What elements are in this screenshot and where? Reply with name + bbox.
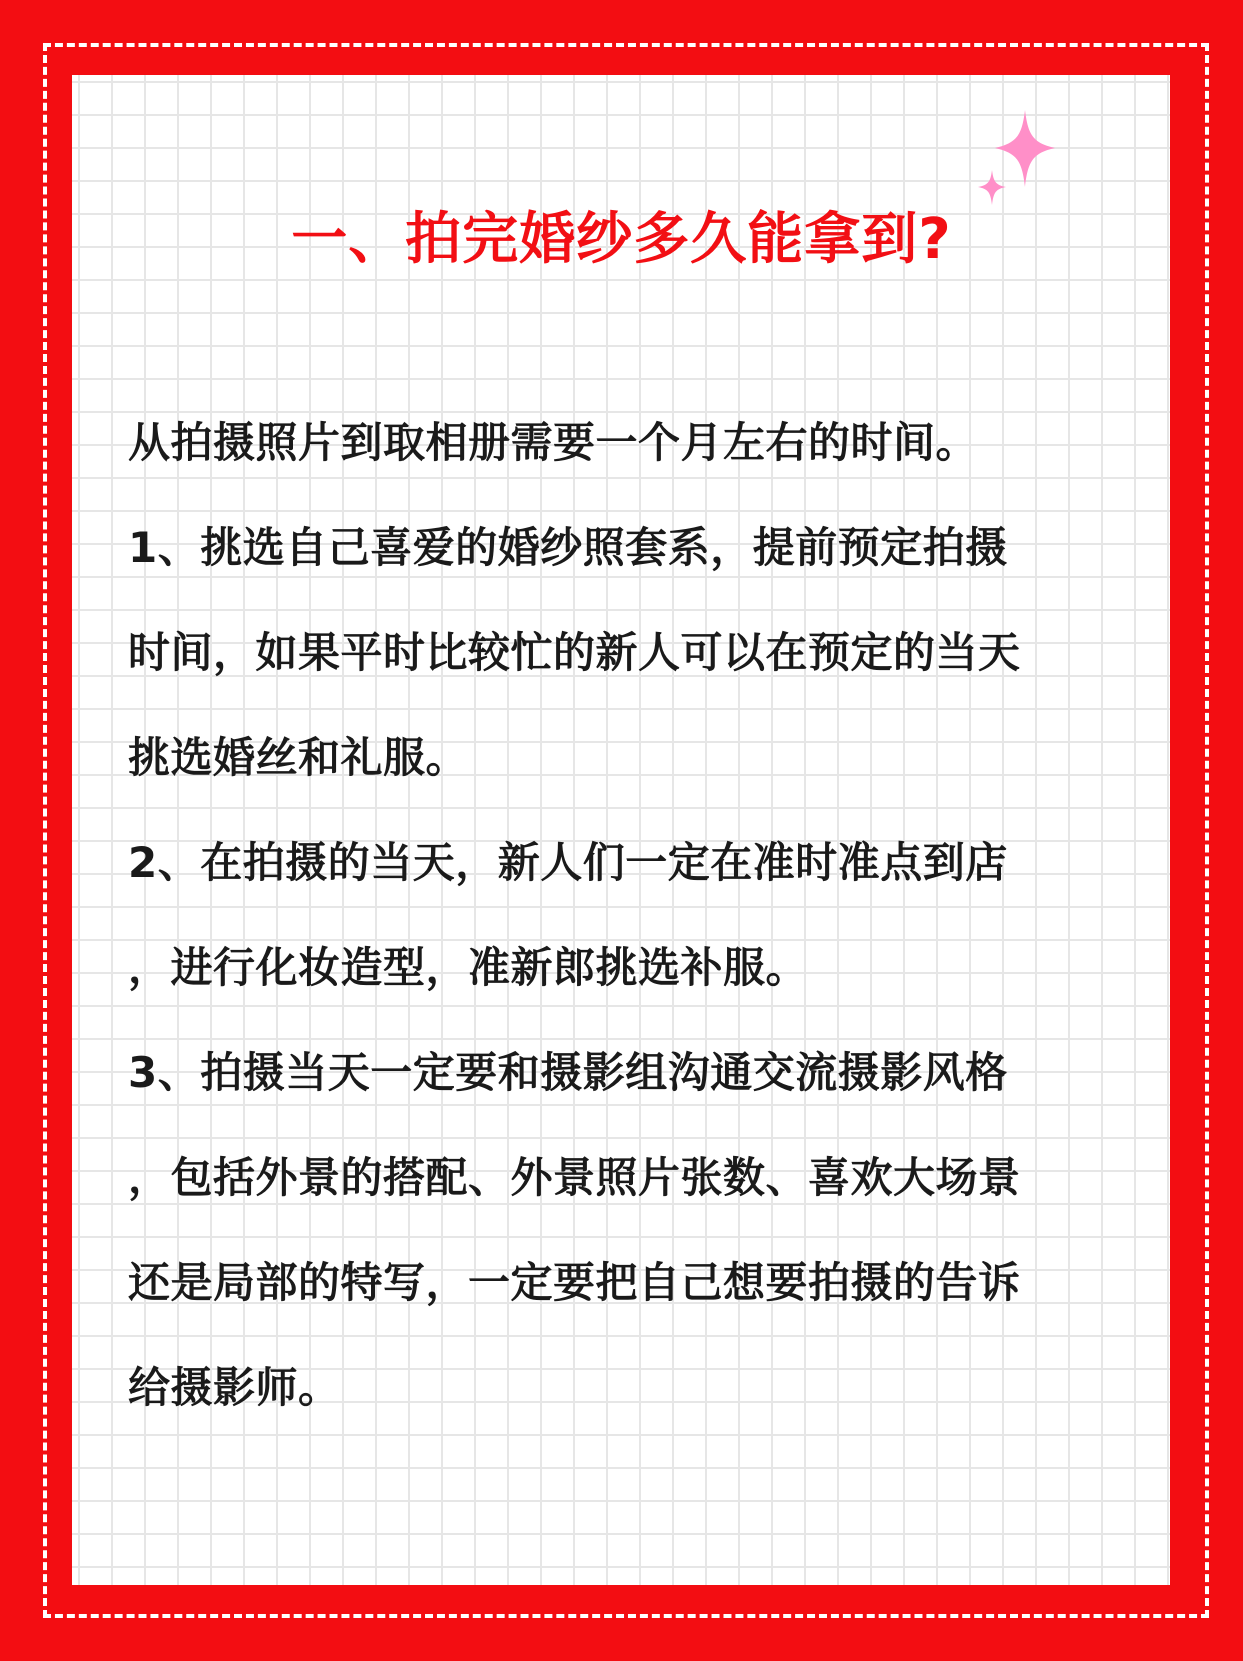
article-body bbox=[128, 408, 1108, 1458]
text-line: 3、拍摄当天一定要和摄影组沟通交流摄影风格 bbox=[128, 1048, 1008, 1097]
text-line: 挑选婚丝和礼服。 bbox=[128, 733, 469, 782]
large-sparkle bbox=[995, 110, 1055, 187]
text-line: 2、在拍摄的当天，新人们一定在准时准点到店 bbox=[128, 838, 1008, 887]
text-line: ，进行化妆造型，准新郎挑选补服。 bbox=[128, 943, 809, 992]
text-line: 时间，如果平时比较忙的新人可以在预定的当天 bbox=[128, 628, 1021, 677]
text-line: ，包括外景的搭配、外景照片张数、喜欢大场景 bbox=[128, 1153, 1021, 1202]
page-title: 一、拍完婚纱多久能拿到? bbox=[291, 207, 952, 272]
text-line: 还是局部的特写，一定要把自己想要拍摄的告诉 bbox=[128, 1258, 1021, 1307]
text-line: 从拍摄照片到取相册需要一个月左右的时间。 bbox=[128, 418, 979, 467]
text-line: 1、挑选自己喜爱的婚纱照套系，提前预定拍摄 bbox=[128, 523, 1008, 572]
small-sparkle bbox=[978, 170, 1006, 205]
text-line: 给摄影师。 bbox=[128, 1363, 341, 1412]
